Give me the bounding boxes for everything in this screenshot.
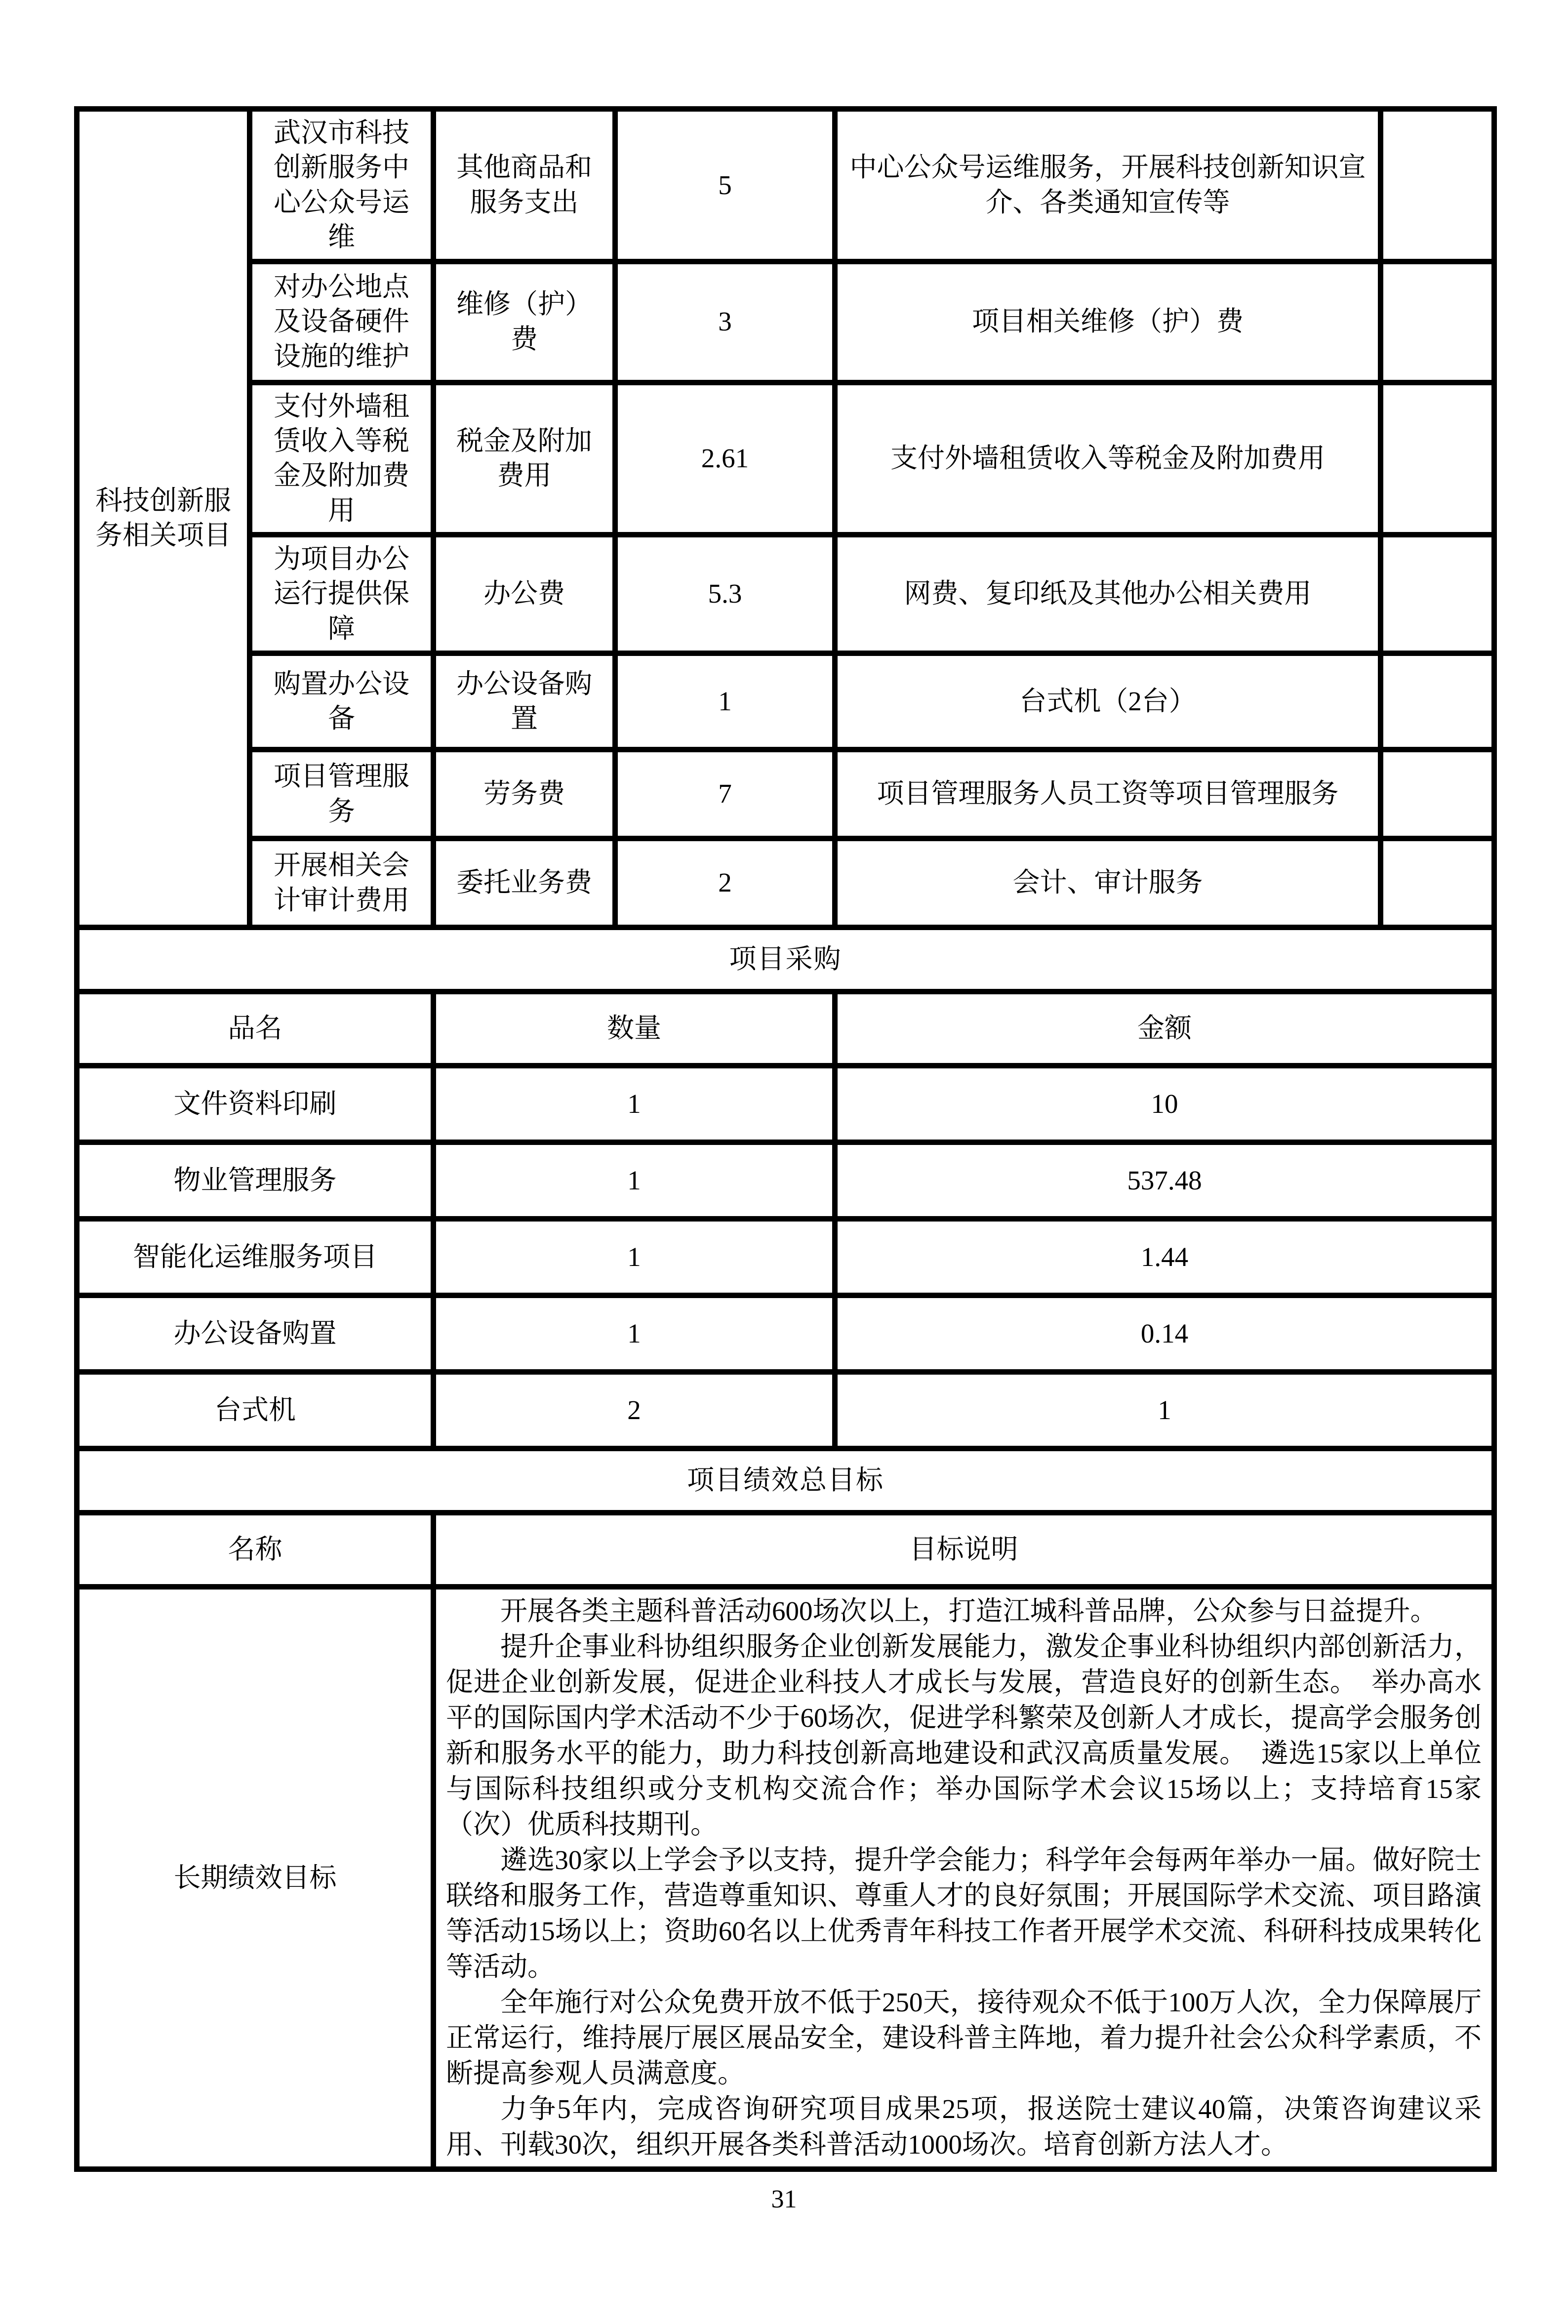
purchase-row [77, 1066, 1494, 1142]
project-cell: 开展相关会计审计费用 [250, 839, 434, 928]
purchase-row [77, 1219, 1494, 1296]
empty-cell [1381, 653, 1494, 750]
description-cell: 网费、复印纸及其他办公相关费用 [835, 535, 1381, 653]
table-row [77, 535, 1494, 653]
expense-type-cell: 办公费 [434, 535, 615, 653]
amount-cell: 5 [615, 109, 835, 262]
table-row [77, 750, 1494, 839]
amount-cell: 2 [615, 839, 835, 928]
project-cell: 项目管理服务 [250, 750, 434, 839]
purchase-row [77, 1142, 1494, 1219]
expense-type-cell: 税金及附加费用 [434, 382, 615, 535]
table-row [77, 382, 1494, 535]
description-cell: 会计、审计服务 [835, 839, 1381, 928]
project-cell: 为项目办公运行提供保障 [250, 535, 434, 653]
goal-name-cell: 长期绩效目标 [77, 1587, 434, 2169]
document-page [0, 106, 1568, 2324]
purchase-quantity-cell: 1 [434, 1142, 835, 1219]
goal-paragraph: 提升企事业科协组织服务企业创新发展能力，激发企事业科协组织内部创新活力，促进企业创新发展，促进企业科技人才成长与发展，营造良好的创新生态。 举办高水平的国际国内学术活动不少于60场次，促进学科繁荣及创新人才成长，提高学会服务创新和服务水平的能力，助力科技创新高地建设和武汉高质量发展。 遴选15家以上单位与国际科技组织或分支机构交流合作；举办国际学术会议15场以上；支持培育15家（次）优质科技期刊。 [446, 1631, 1482, 1840]
table-row [77, 109, 1494, 262]
goal-description-cell [434, 1587, 1494, 2169]
expense-type-cell: 办公设备购置 [434, 653, 615, 750]
purchase-header-quantity: 数量 [434, 992, 835, 1066]
page-number: 31 [771, 2185, 797, 2214]
project-cell: 支付外墙租赁收入等税金及附加费用 [250, 382, 434, 535]
amount-cell: 7 [615, 750, 835, 839]
empty-cell [1381, 109, 1494, 262]
category-cell: 科技创新服务相关项目 [77, 109, 250, 928]
description-cell: 台式机（2台） [835, 653, 1381, 750]
section-title-goals: 项目绩效总目标 [77, 1449, 1494, 1513]
amount-cell: 5.3 [615, 535, 835, 653]
purchase-amount-cell: 1.44 [835, 1219, 1494, 1296]
purchase-name-cell: 台式机 [77, 1372, 434, 1449]
purchase-row [77, 1372, 1494, 1449]
purchase-name-cell: 办公设备购置 [77, 1296, 434, 1372]
project-cell: 购置办公设备 [250, 653, 434, 750]
goals-header-description: 目标说明 [434, 1513, 1494, 1587]
purchase-quantity-cell: 1 [434, 1296, 835, 1372]
expense-type-cell: 其他商品和服务支出 [434, 109, 615, 262]
purchase-amount-cell: 1 [835, 1372, 1494, 1449]
section-title-purchase: 项目采购 [77, 928, 1494, 992]
purchase-name-cell: 物业管理服务 [77, 1142, 434, 1219]
goal-paragraph: 遴选30家以上学会予以支持，提升学会能力；科学年会每两年举办一届。做好院士联络和服务工作，营造尊重知识、尊重人才的良好氛围；开展国际学术交流、项目路演等活动15场以上；资助60名以上优秀青年科技工作者开展学术交流、科研科技成果转化等活动。 [446, 1845, 1482, 1982]
purchase-quantity-cell: 2 [434, 1372, 835, 1449]
empty-cell [1381, 750, 1494, 839]
purchase-amount-cell: 10 [835, 1066, 1494, 1142]
table-row [77, 261, 1494, 382]
description-cell: 项目相关维修（护）费 [835, 261, 1381, 382]
empty-cell [1381, 535, 1494, 653]
goals-header-name: 名称 [77, 1513, 434, 1587]
amount-cell: 1 [615, 653, 835, 750]
budget-table [74, 106, 1497, 2172]
purchase-header-name: 品名 [77, 992, 434, 1066]
purchase-quantity-cell: 1 [434, 1066, 835, 1142]
goal-paragraph: 全年施行对公众免费开放不低于250天，接待观众不低于100万人次，全力保障展厅正常运行，维持展厅展区展品安全，建设科普主阵地，着力提升社会公众科学素质，不断提高参观人员满意度。 [446, 1987, 1482, 2089]
empty-cell [1381, 839, 1494, 928]
description-cell: 支付外墙租赁收入等税金及附加费用 [835, 382, 1381, 535]
goal-paragraph: 开展各类主题科普活动600场次以上，打造江城科普品牌，公众参与日益提升。 [500, 1596, 1438, 1627]
purchase-amount-cell: 537.48 [835, 1142, 1494, 1219]
goal-paragraph: 力争5年内，完成咨询研究项目成果25项，报送院士建议40篇，决策咨询建议采用、刊载30次，组织开展各类科普活动1000场次。培育创新方法人才。 [446, 2094, 1482, 2160]
empty-cell [1381, 382, 1494, 535]
expense-type-cell: 劳务费 [434, 750, 615, 839]
purchase-header-amount: 金额 [835, 992, 1494, 1066]
amount-cell: 2.61 [615, 382, 835, 535]
expense-type-cell: 委托业务费 [434, 839, 615, 928]
amount-cell: 3 [615, 261, 835, 382]
purchase-header-row [77, 992, 1494, 1066]
goals-row [77, 1587, 1494, 2169]
purchase-amount-cell: 0.14 [835, 1296, 1494, 1372]
description-cell: 中心公众号运维服务，开展科技创新知识宣介、各类通知宣传等 [835, 109, 1381, 262]
purchase-quantity-cell: 1 [434, 1219, 835, 1296]
expense-type-cell: 维修（护）费 [434, 261, 615, 382]
project-cell: 武汉市科技创新服务中心公众号运维 [250, 109, 434, 262]
section-band-row [77, 1449, 1494, 1513]
purchase-name-cell: 智能化运维服务项目 [77, 1219, 434, 1296]
empty-cell [1381, 261, 1494, 382]
goals-header-row [77, 1513, 1494, 1587]
purchase-row [77, 1296, 1494, 1372]
table-row [77, 653, 1494, 750]
project-cell: 对办公地点及设备硬件设施的维护 [250, 261, 434, 382]
table-row [77, 839, 1494, 928]
section-band-row [77, 928, 1494, 992]
purchase-name-cell: 文件资料印刷 [77, 1066, 434, 1142]
description-cell: 项目管理服务人员工资等项目管理服务 [835, 750, 1381, 839]
